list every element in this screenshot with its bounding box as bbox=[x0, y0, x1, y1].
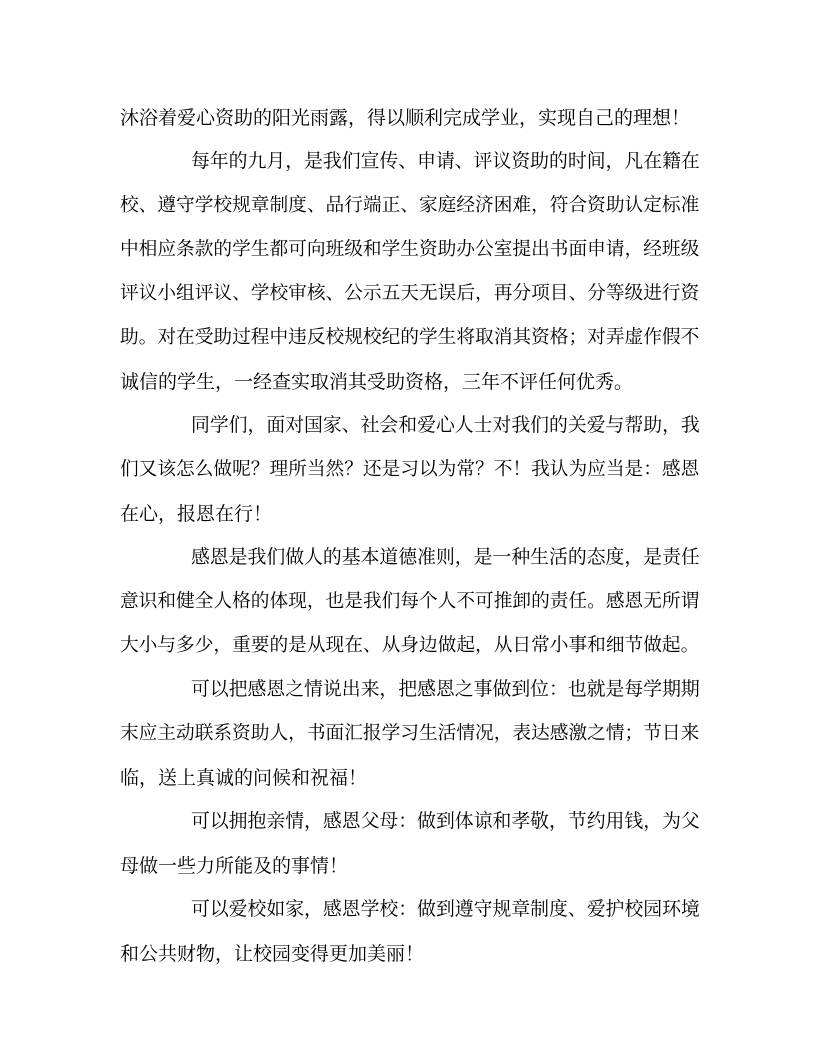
text-line: 们又该怎么做呢？理所当然？还是习以为常？不！我认为应当是：感恩 bbox=[120, 459, 700, 480]
text-line: 诚信的学生，一经查实取消其受助资格，三年不评任何优秀。 bbox=[120, 371, 634, 393]
paragraph-first-line: 可以爱校如家，感恩学校：做到遵守规章制度、爱护校园环境 bbox=[191, 899, 700, 920]
text-line: 母做一些力所能及的事情！ bbox=[120, 855, 349, 877]
text-line: 大小与多少，重要的是从现在、从身边做起，从日常小事和细节做起。 bbox=[120, 635, 700, 656]
text-line: 临，送上真诚的问候和祝福！ bbox=[120, 767, 368, 789]
paragraph-first-line: 可以拥抱亲情，感恩父母：做到体谅和孝敬，节约用钱，为父 bbox=[191, 811, 700, 832]
text-line: 沐浴着爱心资助的阳光雨露，得以顺利完成学业，实现自己的理想！ bbox=[120, 107, 691, 129]
text-line: 校、遵守学校规章制度、品行端正、家庭经济困难，符合资助认定标准 bbox=[120, 195, 700, 216]
text-line: 在心，报恩在行！ bbox=[120, 503, 273, 525]
paragraph-first-line: 感恩是我们做人的基本道德准则，是一种生活的态度，是责任 bbox=[191, 547, 700, 568]
text-line: 末应主动联系资助人，书面汇报学习生活情况，表达感激之情；节日来 bbox=[120, 723, 700, 744]
text-line: 意识和健全人格的体现，也是我们每个人不可推卸的责任。感恩无所谓 bbox=[120, 591, 700, 612]
paragraph-first-line: 同学们，面对国家、社会和爱心人士对我们的关爱与帮助，我 bbox=[191, 415, 700, 436]
paragraph-first-line: 每年的九月，是我们宣传、申请、评议资助的时间，凡在籍在 bbox=[191, 151, 700, 172]
text-line: 助。对在受助过程中违反校规校纪的学生将取消其资格；对弄虚作假不 bbox=[120, 327, 700, 348]
paragraph-first-line: 可以把感恩之情说出来，把感恩之事做到位：也就是每学期期 bbox=[191, 679, 700, 700]
text-line: 中相应条款的学生都可向班级和学生资助办公室提出书面申请，经班级 bbox=[120, 239, 700, 260]
text-line: 和公共财物，让校园变得更加美丽！ bbox=[120, 943, 425, 965]
text-line: 评议小组评议、学校审核、公示五天无误后，再分项目、分等级进行资 bbox=[120, 283, 700, 304]
